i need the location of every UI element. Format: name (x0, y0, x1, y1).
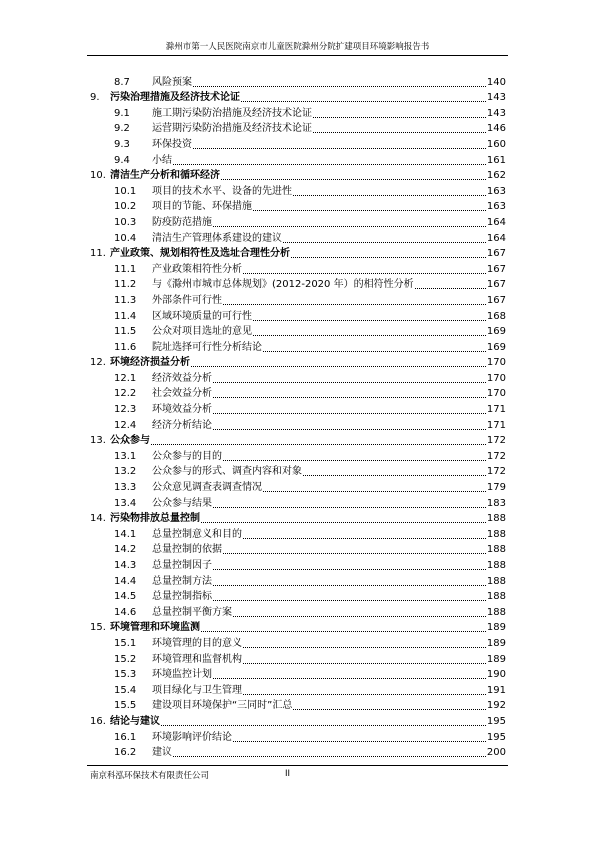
toc-entry-title: 运营期污染防治措施及经济技术论证 (152, 123, 312, 135)
toc-entry[interactable] (90, 463, 506, 479)
toc-entry-number: 12.3 (114, 404, 137, 416)
toc-entry-page: 200 (486, 747, 506, 759)
toc-dot-leader (233, 741, 486, 742)
toc-entry-page: 140 (486, 76, 506, 88)
toc-entry[interactable] (90, 73, 506, 89)
toc-dot-leader (201, 631, 486, 632)
toc-dot-leader (293, 709, 486, 710)
toc-entry[interactable] (90, 494, 506, 510)
toc-entry[interactable] (90, 681, 506, 697)
toc-dot-leader (283, 242, 486, 243)
toc-entry[interactable] (90, 603, 506, 619)
toc-entry-title: 项目的技术水平、设备的先进性 (152, 185, 292, 197)
toc-dot-leader (213, 569, 486, 570)
toc-entry-page: 167 (486, 263, 506, 275)
toc-entry-number: 9. (90, 92, 100, 104)
toc-entry-title: 项目的节能、环保措施 (152, 201, 252, 213)
toc-entry-page: 188 (486, 606, 506, 618)
toc-entry[interactable] (90, 634, 506, 650)
toc-dot-leader (193, 148, 486, 149)
toc-entry-number: 10.4 (114, 232, 137, 244)
toc-entry-title: 公众参与的形式、调查内容和对象 (152, 466, 302, 478)
toc-dot-leader (233, 616, 486, 617)
toc-entry-page: 162 (486, 170, 506, 182)
toc-dot-leader (213, 600, 486, 601)
toc-dot-leader (173, 164, 486, 165)
page-header: 滁州市第一人民医院南京市儿童医院滁州分院扩建项目环境影响报告书 (165, 42, 430, 52)
toc-entry[interactable] (90, 556, 506, 572)
toc-entry-page: 167 (486, 248, 506, 260)
toc-entry-page: 143 (486, 92, 506, 104)
toc-entry[interactable] (90, 478, 506, 494)
toc-entry-title: 总量控制因子 (152, 560, 212, 571)
toc-entry-number: 13. (90, 435, 106, 447)
toc-entry-title: 社会效益分析 (152, 388, 212, 400)
toc-entry-page: 189 (486, 653, 506, 665)
toc-entry-title: 与《滁州市城市总体规划》(2012-2020 年）的相符性分析 (152, 279, 414, 291)
toc-entry[interactable] (90, 650, 506, 666)
toc-entry[interactable] (90, 619, 506, 635)
toc-dot-leader (241, 101, 486, 102)
toc-entry[interactable] (90, 369, 506, 385)
toc-entry-page: 188 (486, 575, 506, 587)
toc-dot-leader (291, 257, 486, 258)
toc-entry-title: 公众参与结果 (152, 497, 212, 509)
toc-entry-page: 170 (486, 372, 506, 384)
toc-entry[interactable] (90, 307, 506, 323)
toc-entry-number: 12.2 (114, 388, 137, 400)
toc-entry-number: 14.2 (114, 544, 137, 556)
toc-entry-title: 院址选择可行性分析结论 (152, 341, 262, 353)
toc-entry-title: 区域环境质量的可行性 (152, 310, 252, 322)
toc-entry[interactable] (90, 276, 506, 292)
toc-entry-page: 188 (486, 513, 506, 525)
toc-dot-leader (213, 585, 486, 586)
toc-dot-leader (161, 725, 486, 726)
toc-entry-number: 10. (90, 170, 106, 182)
toc-entry[interactable] (90, 120, 506, 136)
toc-entry[interactable] (90, 525, 506, 541)
toc-entry-page: 169 (486, 326, 506, 338)
toc-entry[interactable] (90, 182, 506, 198)
toc-dot-leader (263, 491, 486, 492)
toc-entry-title: 防疫防范措施 (152, 216, 212, 228)
toc-entry[interactable] (90, 291, 506, 307)
toc-entry-title: 清洁生产管理体系建设的建议 (152, 232, 282, 244)
toc-entry-number: 12.4 (114, 419, 137, 431)
toc-entry-title: 公众参与 (110, 435, 150, 447)
toc-entry[interactable] (90, 323, 506, 339)
toc-entry[interactable] (90, 744, 506, 760)
toc-entry-number: 11.5 (114, 326, 137, 338)
toc-entry-title: 风险预案 (152, 76, 192, 88)
toc-entry[interactable] (90, 697, 506, 713)
toc-dot-leader (313, 117, 486, 118)
toc-entry-page: 195 (486, 731, 506, 743)
toc-dot-leader (213, 678, 486, 679)
toc-dot-leader (151, 444, 486, 445)
toc-entry[interactable] (90, 167, 506, 183)
toc-entry-number: 14.4 (114, 575, 137, 587)
toc-entry-number: 14. (90, 513, 106, 525)
toc-entry-page: 192 (486, 700, 506, 712)
toc-entry-title: 公众意见调查表调查情况 (152, 482, 262, 494)
toc-entry[interactable] (90, 135, 506, 151)
toc-entry-page: 189 (486, 622, 506, 634)
toc-entry-number: 9.3 (114, 138, 130, 150)
toc-dot-leader (213, 226, 486, 227)
toc-entry[interactable] (90, 354, 506, 370)
toc-entry-page: 195 (486, 715, 506, 727)
toc-entry-number: 16.1 (114, 731, 137, 743)
toc-entry-page: 179 (486, 482, 506, 494)
toc-dot-leader (213, 382, 486, 383)
toc-entry-title: 环保投资 (152, 138, 192, 150)
toc-entry-page: 191 (486, 684, 506, 696)
toc-entry[interactable] (90, 198, 506, 214)
toc-entry-number: 13.1 (114, 450, 137, 462)
toc-entry-title: 环境影响评价结论 (152, 731, 232, 743)
toc-entry-page: 161 (486, 154, 506, 166)
toc-entry-number: 10.2 (114, 201, 137, 213)
toc-entry-page: 188 (486, 591, 506, 603)
toc-entry-page: 164 (486, 216, 506, 228)
toc-entry[interactable] (90, 728, 506, 744)
toc-entry-title: 项目绿化与卫生管理 (152, 684, 242, 696)
footer-rule (87, 765, 508, 766)
toc-dot-leader (193, 86, 486, 87)
toc-dot-leader (243, 694, 486, 695)
toc-entry[interactable] (90, 572, 506, 588)
toc-entry[interactable] (90, 541, 506, 557)
toc-entry-number: 14.6 (114, 606, 137, 618)
toc-entry-title: 经济分析结论 (152, 419, 212, 431)
toc-entry-number: 15. (90, 622, 106, 634)
toc-entry-number: 14.1 (114, 528, 137, 540)
toc-entry-number: 15.2 (114, 653, 137, 665)
toc-entry-title: 环境管理和环境监测 (110, 622, 200, 634)
toc-entry-number: 11.3 (114, 294, 137, 306)
toc-entry-page: 170 (486, 388, 506, 400)
toc-entry-page: 188 (486, 528, 506, 540)
toc-dot-leader (313, 132, 486, 133)
table-of-contents (90, 73, 506, 759)
toc-entry-number: 11.4 (114, 310, 137, 322)
toc-entry-title: 外部条件可行性 (152, 294, 222, 306)
toc-entry-number: 13.3 (114, 482, 137, 494)
toc-entry-number: 15.4 (114, 684, 137, 696)
footer-page-number: II (285, 769, 291, 779)
toc-dot-leader (253, 210, 486, 211)
toc-entry-page: 168 (486, 310, 506, 322)
toc-entry-title: 环境监控计划 (152, 669, 212, 681)
toc-dot-leader (201, 522, 486, 523)
toc-entry-page: 183 (486, 497, 506, 509)
toc-entry-number: 13.4 (114, 497, 137, 509)
toc-entry-title: 清洁生产分析和循环经济 (110, 170, 220, 182)
toc-entry-title: 总量控制平衡方案 (152, 606, 232, 618)
footer-company: 南京科泓环保技术有限责任公司 (90, 771, 210, 781)
toc-entry[interactable] (90, 400, 506, 416)
toc-entry-number: 11. (90, 248, 106, 260)
toc-dot-leader (223, 553, 486, 554)
toc-entry-page: 163 (486, 185, 506, 197)
toc-entry-page: 172 (486, 435, 506, 447)
toc-entry[interactable] (90, 104, 506, 120)
toc-dot-leader (293, 195, 486, 196)
toc-entry-number: 12. (90, 357, 106, 369)
toc-entry[interactable] (90, 151, 506, 167)
toc-entry-page: 172 (486, 466, 506, 478)
toc-entry-title: 总量控制方法 (152, 575, 212, 587)
toc-entry-title: 总量控制意义和目的 (152, 528, 242, 540)
toc-dot-leader (221, 179, 486, 180)
toc-entry-number: 8.7 (114, 76, 130, 88)
toc-entry[interactable] (90, 666, 506, 682)
header-rule (87, 55, 508, 56)
toc-dot-leader (243, 538, 486, 539)
toc-entry-number: 9.4 (114, 154, 130, 166)
toc-dot-leader (253, 320, 486, 321)
toc-dot-leader (223, 304, 486, 305)
toc-entry-title: 建议 (152, 747, 172, 759)
toc-entry-page: 167 (486, 279, 506, 291)
toc-entry-number: 11.1 (114, 263, 137, 275)
toc-entry-title: 环境管理和监督机构 (152, 653, 242, 665)
toc-entry-page: 189 (486, 637, 506, 649)
toc-dot-leader (263, 351, 486, 352)
toc-entry[interactable] (90, 260, 506, 276)
toc-entry-number: 16.2 (114, 747, 137, 759)
toc-entry-title: 产业政策相符性分析 (152, 263, 242, 275)
toc-entry[interactable] (90, 447, 506, 463)
toc-entry-page: 164 (486, 232, 506, 244)
toc-entry-title: 建设项目环境保护“三同时”汇总 (152, 700, 293, 712)
toc-dot-leader (243, 663, 486, 664)
toc-entry-title: 公众对项目选址的意见 (152, 326, 252, 338)
toc-entry-number: 15.3 (114, 669, 137, 681)
toc-entry-number: 14.3 (114, 560, 137, 571)
toc-entry[interactable] (90, 229, 506, 245)
toc-entry-page: 167 (486, 294, 506, 306)
toc-dot-leader (243, 647, 486, 648)
toc-dot-leader (191, 366, 486, 367)
toc-entry-title: 污染物排放总量控制 (110, 513, 200, 525)
toc-entry[interactable] (90, 588, 506, 604)
toc-dot-leader (213, 507, 486, 508)
toc-dot-leader (213, 397, 486, 398)
toc-entry-number: 10.1 (114, 185, 137, 197)
toc-entry-number: 10.3 (114, 216, 137, 228)
toc-dot-leader (415, 288, 486, 289)
toc-entry-number: 11.6 (114, 341, 137, 353)
toc-entry-title: 产业政策、规划相符性及选址合理性分析 (110, 248, 290, 260)
toc-entry-title: 总量控制的依据 (152, 544, 222, 556)
toc-entry-title: 结论与建议 (110, 715, 160, 727)
toc-entry-page: 143 (486, 107, 506, 119)
toc-entry-number: 15.5 (114, 700, 137, 712)
toc-entry-page: 160 (486, 138, 506, 150)
toc-entry-number: 15.1 (114, 637, 137, 649)
toc-dot-leader (213, 413, 486, 414)
toc-dot-leader (223, 460, 486, 461)
toc-entry[interactable] (90, 385, 506, 401)
toc-entry-page: 169 (486, 341, 506, 353)
toc-entry-number: 9.1 (114, 107, 130, 119)
toc-entry-page: 146 (486, 123, 506, 135)
toc-entry[interactable] (90, 510, 506, 526)
toc-entry[interactable] (90, 338, 506, 354)
toc-dot-leader (173, 756, 486, 757)
toc-entry-title: 环境管理的目的意义 (152, 637, 242, 649)
toc-entry[interactable] (90, 712, 506, 728)
toc-entry-title: 总量控制指标 (152, 591, 212, 603)
toc-entry-title: 污染治理措施及经济技术论证 (110, 92, 240, 104)
toc-entry[interactable] (90, 89, 506, 105)
toc-entry-number: 11.2 (114, 279, 137, 291)
toc-entry-title: 公众参与的目的 (152, 450, 222, 462)
toc-dot-leader (253, 335, 486, 336)
toc-entry-page: 172 (486, 450, 506, 462)
toc-entry-number: 9.2 (114, 123, 130, 135)
toc-entry-page: 163 (486, 201, 506, 213)
toc-dot-leader (243, 273, 486, 274)
toc-entry-number: 16. (90, 715, 106, 727)
toc-entry-page: 190 (486, 669, 506, 681)
toc-entry-title: 小结 (152, 154, 172, 166)
toc-entry-page: 171 (486, 404, 506, 416)
toc-entry-title: 环境效益分析 (152, 404, 212, 416)
toc-dot-leader (213, 429, 486, 430)
toc-entry-page: 188 (486, 560, 506, 571)
toc-entry-page: 188 (486, 544, 506, 556)
toc-dot-leader (303, 475, 486, 476)
toc-entry[interactable] (90, 416, 506, 432)
toc-entry[interactable] (90, 245, 506, 261)
toc-entry-number: 13.2 (114, 466, 137, 478)
toc-entry-title: 经济效益分析 (152, 372, 212, 384)
toc-entry[interactable] (90, 213, 506, 229)
toc-entry-number: 14.5 (114, 591, 137, 603)
toc-entry-number: 12.1 (114, 372, 137, 384)
toc-entry-page: 170 (486, 357, 506, 369)
toc-entry[interactable] (90, 432, 506, 448)
toc-entry-page: 171 (486, 419, 506, 431)
toc-entry-title: 施工期污染防治措施及经济技术论证 (152, 107, 312, 119)
toc-entry-title: 环境经济损益分析 (110, 357, 190, 369)
